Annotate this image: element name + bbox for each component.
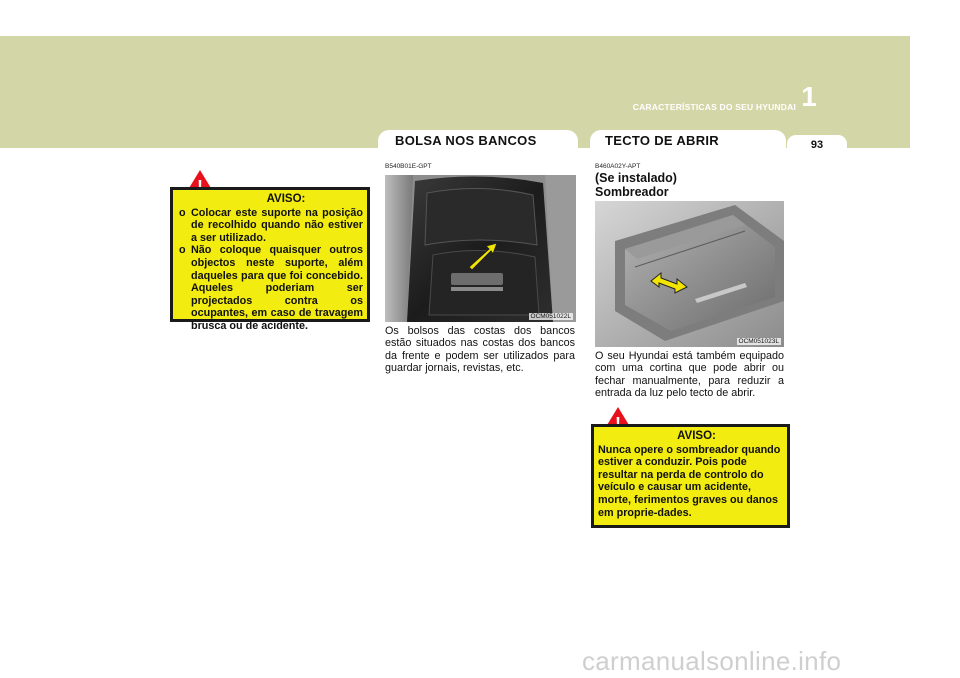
watermark: carmanualsonline.info <box>582 646 842 676</box>
sunroof-shade-illustration <box>595 201 784 347</box>
warning-list <box>179 207 363 333</box>
bullet-marker: o <box>179 206 186 219</box>
sunroof-code: B460A02Y-APT <box>595 163 641 170</box>
section-tab-sunroof: TECTO DE ABRIR <box>590 130 786 152</box>
section-tab-seat-pocket: BOLSA NOS BANCOS <box>378 130 578 152</box>
chapter-title: CARACTERÍSTICAS DO SEU HYUNDAI <box>632 102 796 112</box>
warning-heading: AVISO: <box>266 193 306 205</box>
warning-heading: AVISO: <box>677 430 716 442</box>
bullet-marker: o <box>179 244 186 257</box>
warning-item <box>179 244 363 332</box>
subheading-line: Sombreador <box>595 184 669 199</box>
sunroof-subheading <box>595 172 677 199</box>
seat-pocket-photo <box>385 175 576 322</box>
sunroof-photo <box>595 201 784 347</box>
chapter-number: 1 <box>801 81 817 112</box>
seat-pocket-description: Os bolsos das costas dos bancos estão situados nas costas dos bancos da frente e podem ser utilizados para guardar jornais, revistas, etc. <box>385 325 575 374</box>
warning-item <box>179 207 363 245</box>
page-number: 93 <box>787 135 847 152</box>
subheading-line: (Se instalado) <box>595 171 677 185</box>
sunroof-photo-label: OCM051023L <box>738 338 779 345</box>
seat-pocket-photo-label: OCM051022L <box>530 313 571 320</box>
warning-item-text: Colocar este suporte na posição de recolhido quando não estiver a ser utilizado. <box>191 206 363 244</box>
warning-box-holder <box>170 187 370 332</box>
warning-box-shade <box>591 424 790 528</box>
seat-pocket-code: B540B01E-GPT <box>385 163 432 170</box>
warning-text: Nunca opere o sombreador quando estiver a conduzir. Pois pode resultar na perda de controlo do veículo e causar um acidente, morte, ferimentos graves ou danos em proprie-dades. <box>598 443 781 519</box>
seat-back-illustration <box>385 175 576 322</box>
warning-item-text: Não coloque quaisquer outros objectos neste suporte, além daqueles para que foi concebido. Aqueles poderiam ser projectados contra os ocupantes, em caso de travagem brusca ou de acidente. <box>191 244 363 332</box>
sunroof-description: O seu Hyundai está também equipado com uma cortina que pode abrir ou fechar manualmente, para reduzir a entrada da luz pelo tecto de abrir. <box>595 350 784 399</box>
